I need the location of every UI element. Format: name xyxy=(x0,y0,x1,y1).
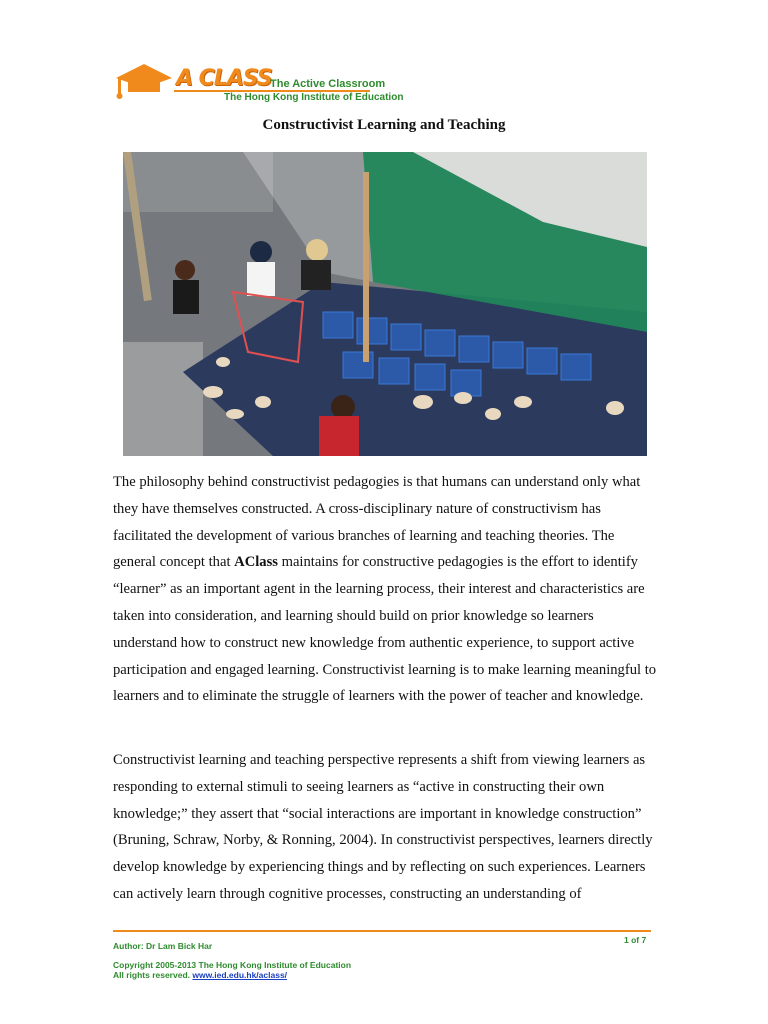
footer-rights xyxy=(113,970,287,980)
logo-institute: The Hong Kong Institute of Education xyxy=(224,92,404,103)
document-title: Constructivist Learning and Teaching xyxy=(262,117,506,133)
paragraph-text: maintains for constructive pedagogies is the effort to identify “learner” as an important agent in the learning process, their interest and characteristics are taken into consideration, and learning should build on prior knowledge so learners understand how to construct new knowledge from authentic experience, to support active participation and engaged learning. Constructivist learning is to make learning meaningful to learners and to eliminate the struggle of learners with the power of teacher and knowledge. xyxy=(113,554,657,705)
aclass-logo xyxy=(114,58,404,106)
footer-divider xyxy=(113,930,651,932)
footer-author: Author: Dr Lam Bick Har xyxy=(113,941,213,951)
rights-text: All rights reserved. xyxy=(113,970,191,980)
footer-copyright: Copyright 2005-2013 The Hong Kong Institute of Education xyxy=(113,960,352,970)
paragraph-text: The philosophy behind constructivist pedagogies is that humans can understand only what they have themselves constructed. A cross-disciplinary nature of constructivism has facilitated the development of various branches of learning and teaching theories. The general concept that xyxy=(113,474,641,571)
body-paragraph xyxy=(113,469,658,710)
aclass-bold-term: AClass xyxy=(234,554,278,571)
footer-website-link[interactable]: www.ied.edu.hk/aclass/ xyxy=(192,970,288,980)
logo-tagline: The Active Classroom xyxy=(270,78,386,90)
logo-name: A CLASS xyxy=(176,66,272,91)
page-number: 1 of 7 xyxy=(624,935,647,945)
body-paragraph: Constructivist learning and teaching perspective represents a shift from viewing learners as responding to external stimuli to seeing learners as “active in constructing their own knowledge;” they assert that “social interactions are important in knowledge construction” (Bruning, Schraw, Norby, & Ronning, 2004). In constructivist perspectives, learners directly develop knowledge by experiencing things and by reflecting on such experiences. Learners can actively learn through cognitive processes, constructing an understanding of xyxy=(113,752,653,902)
seashell-market-photo xyxy=(123,152,647,456)
